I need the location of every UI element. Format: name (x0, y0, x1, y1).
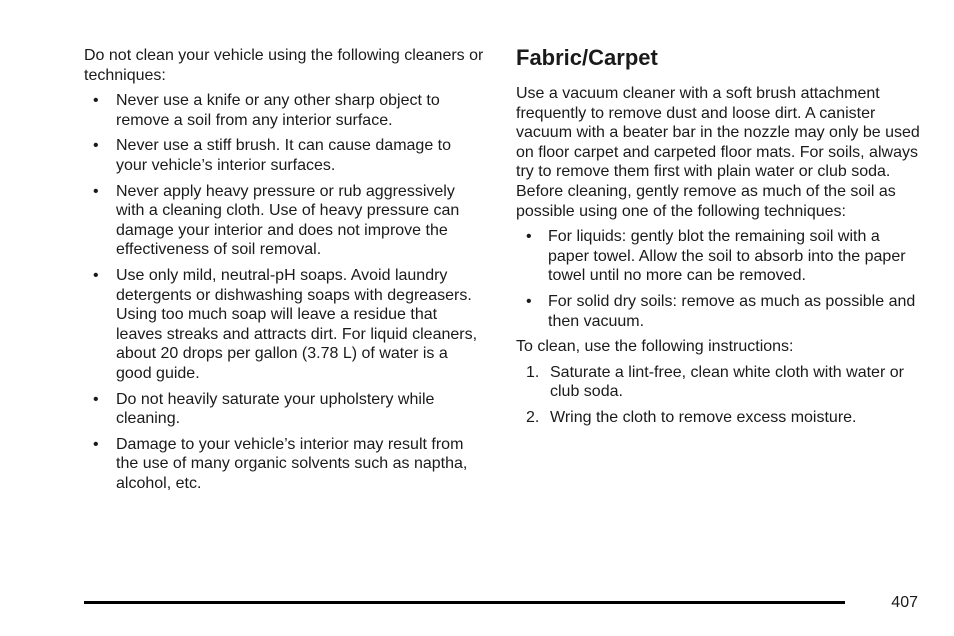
section-heading: Fabric/Carpet (516, 45, 658, 70)
step-number: 2. (526, 408, 540, 426)
list-item: • For solid dry soils: remove as much as possible and then vacuum. (516, 292, 921, 331)
right-intro: Use a vacuum cleaner with a soft brush attachment frequently to remove dust and loose dirt. A canister vacuum with a beater bar in the nozzle may only be used on floor carpet and carpeted floor mats. For soils, always try to remove them first with plain water or club soda. Before cleaning, gently remove as much of the soil as possible using one of the following techniques: (516, 85, 920, 220)
instructions-intro: To clean, use the following instructions: (516, 338, 794, 356)
steps-list (516, 363, 921, 428)
right-bullet-list (516, 227, 921, 331)
list-item: • Do not heavily saturate your upholstery while cleaning. (84, 390, 484, 429)
step-number: 1. (526, 363, 540, 381)
left-intro: Do not clean your vehicle using the following cleaners or techniques: (84, 47, 484, 84)
page-number: 407 (891, 594, 918, 611)
footer-rule (84, 601, 845, 604)
list-item: • For liquids: gently blot the remaining soil with a paper towel. Allow the soil to absorb into the paper towel until no more can be removed. (516, 227, 921, 286)
left-bullet-list (84, 91, 484, 493)
list-item: • Use only mild, neutral-pH soaps. Avoid laundry detergents or dishwashing soaps with degreasers. Using too much soap will leave a residue that leaves streaks and attracts dirt. For liquid cleaners, about 20 drops per gallon (3.78 L) of water is a good guide. (84, 266, 484, 384)
list-item: • Never use a stiff brush. It can cause damage to your vehicle’s interior surfaces. (84, 136, 484, 175)
step-item (516, 363, 921, 402)
step-text: Saturate a lint-free, clean white cloth with water or club soda. (550, 363, 904, 401)
step-item (516, 408, 921, 428)
list-item: • Damage to your vehicle’s interior may result from the use of many organic solvents such as naptha, alcohol, etc. (84, 435, 484, 494)
right-column (516, 44, 921, 434)
list-item: • Never use a knife or any other sharp object to remove a soil from any interior surface. (84, 91, 484, 130)
step-text: Wring the cloth to remove excess moisture. (550, 408, 857, 426)
left-column (84, 46, 484, 499)
list-item: • Never apply heavy pressure or rub aggressively with a cleaning cloth. Use of heavy pressure can damage your interior and does not improve the effectiveness of soil removal. (84, 182, 484, 260)
